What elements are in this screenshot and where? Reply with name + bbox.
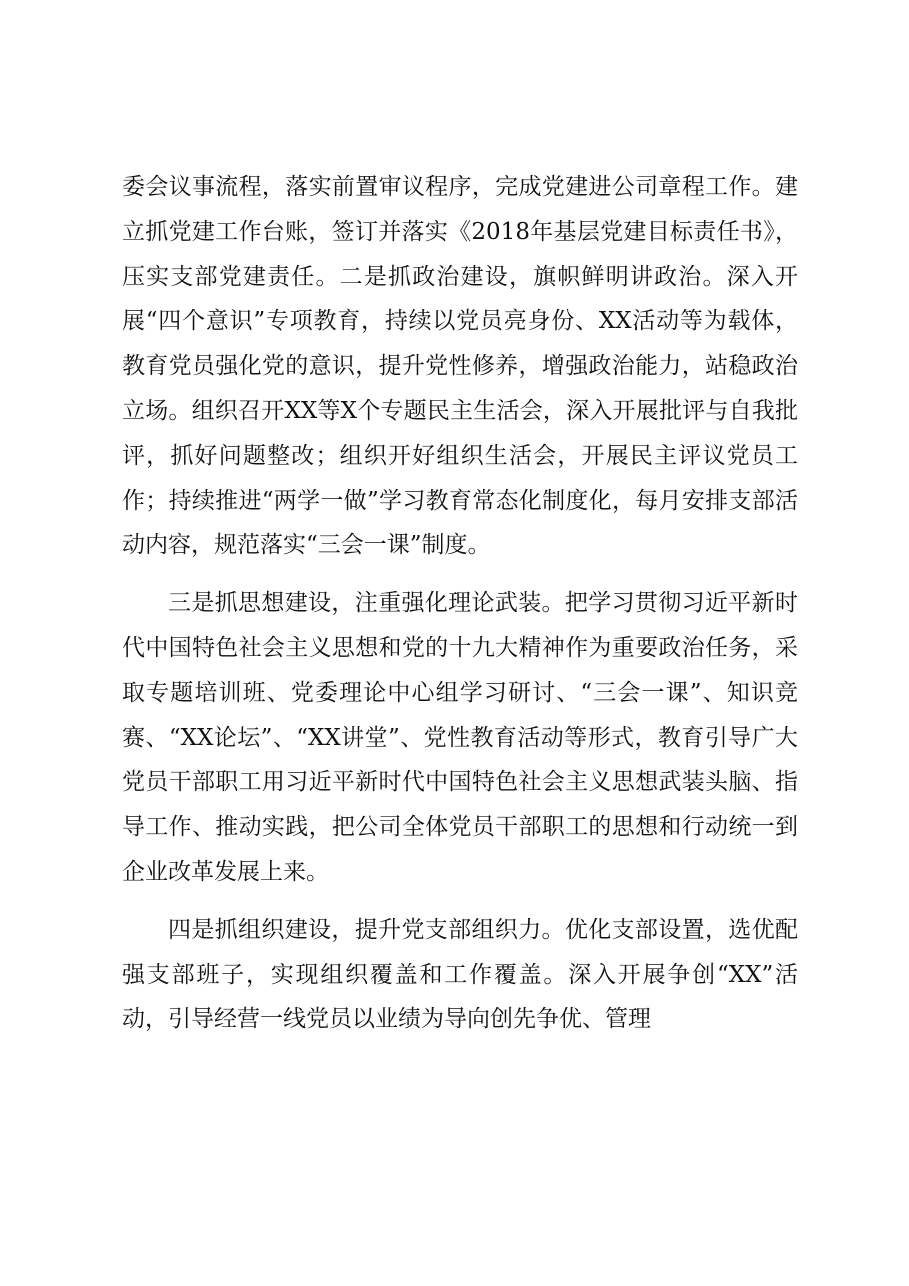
paragraph-continuation: 委会议事流程，落实前置审议程序，完成党建进公司章程工作。建立抓党建工作台账，签订并落实《2018年基层党建目标责任书》，压实支部党建责任。二是抓政治建设，旗帜鲜明讲政治。深入开展“四个意识”专项教育，持续以党员亮身份、XX活动等为载体，教育党员强化党的意识，提升党性修养，增强政治能力，站稳政治立场。组织召开XX等X个专题民主生活会，深入开展批评与自我批评，抓好问题整改；组织开好组织生活会，开展民主评议党员工作；持续推进“两学一做”学习教育常态化制度化，每月安排支部活动内容，规范落实“三会一课”制度。 (122, 174, 798, 559)
paragraph-ideological-building: 三是抓思想建设，注重强化理论武装。把学习贯彻习近平新时代中国特色社会主义思想和党的十九大精神作为重要政治任务，采取专题培训班、党委理论中心组学习研讨、“三会一课”、知识竞赛、“XX论坛”、“XX讲堂”、党性教育活动等形式，教育引导广大党员干部职工用习近平新时代中国特色社会主义思想武装头脑、指导工作、推动实践，把公司全体党员干部职工的思想和行动统一到企业改革发展上来。 (122, 590, 798, 885)
document-body (122, 165, 798, 1042)
paragraph-organizational-building: 四是抓组织建设，提升党支部组织力。优化支部设置，选优配强支部班子，实现组织覆盖和工作覆盖。深入开展争创“XX”活动，引导经营一线党员以业绩为导向创先争优、管理 (122, 916, 798, 1033)
